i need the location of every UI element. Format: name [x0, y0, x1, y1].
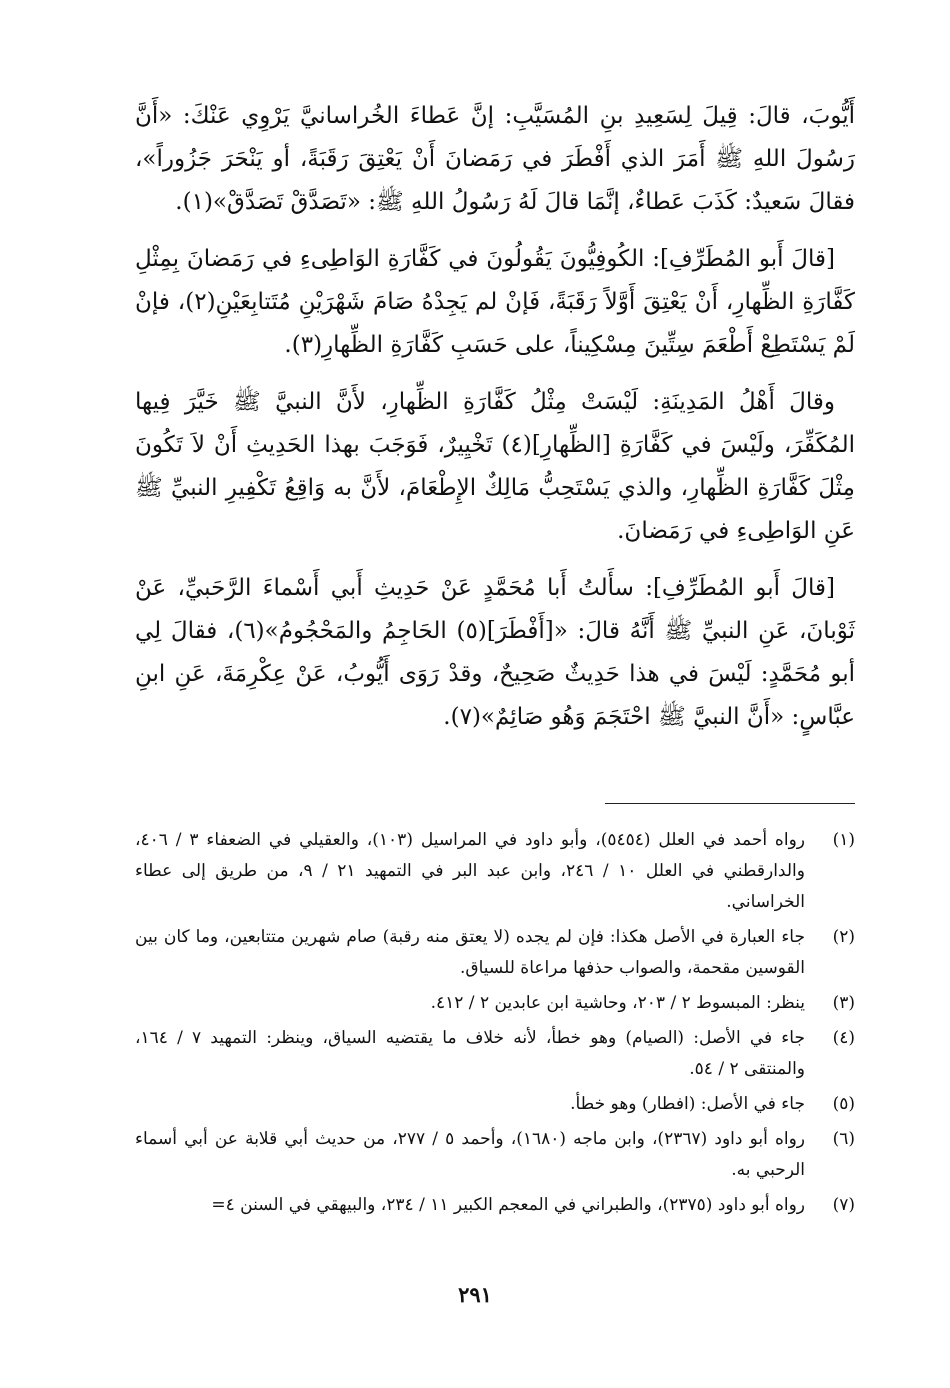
- main-text: [135, 95, 855, 753]
- footnote-text: رواه أبو داود (٢٣٦٧)، وابن ماجه (١٦٨٠)، وأحمد ٥ / ٢٧٧، من حديث أبي قلابة عن أبي أسماء الرحبي به.: [135, 1129, 805, 1180]
- footnote-text: رواه أحمد في العلل (٥٤٥٤)، وأبو داود في المراسيل (١٠٣)، والعقيلي في الضعفاء ٣ / ٤٠٦، والدارقطني في العلل ١٠ / ٢٤٦، وابن عبد البر في التمهيد ٢١ / ٩، من طريق إلى عطاء الخراساني.: [135, 830, 805, 912]
- footnote-text: جاء العبارة في الأصل هكذا: فإن لم يجده (لا يعتق منه رقبة) صام شهرين متتابعين، وما كان بين القوسين مقحمة، والصواب حذفها مراعاة للسياق.: [135, 927, 805, 978]
- footnote-3: [135, 988, 855, 1019]
- footnote-5: [135, 1089, 855, 1120]
- page-number: ٢٩١: [458, 1282, 492, 1307]
- footnote-number: (٧): [832, 1195, 855, 1215]
- footnote-4: [135, 1023, 855, 1085]
- footnote-text: جاء في الأصل: (الصيام) وهو خطأ، لأنه خلاف ما يقتضيه السياق، وينظر: التمهيد ٧ / ١٦٤، والمنتقى ٢ / ٥٤.: [135, 1028, 805, 1079]
- footnote-1: [135, 825, 855, 918]
- footnote-7: [135, 1190, 855, 1221]
- footnote-number: (١): [832, 830, 855, 850]
- paragraph-4: [قالَ أَبو المُطَرِّفِ]: سأَلتُ أَبا مُحَمَّدٍ عَنْ حَدِيثِ أَبي أَسْماءَ الرَّحَبيِّ، عَنْ ثَوْبانَ، عَنِ النبيِّ ﷺ أَنَّهُ قالَ: «[أَفْطَرَ](٥) الحَاجِمُ والمَحْجُومُ»(٦)، فقالَ لِي أبو مُحَمَّدٍ: لَيْسَ في هذا حَدِيثٌ صَحِيحٌ، وقدْ رَوَى أَيُّوبُ، عَنْ عِكْرِمَةَ، عَنِ ابنِ عبَّاسٍ: «أَنَّ النبيَّ ﷺ احْتَجَمَ وَهُو صَائِمٌ»(٧).: [135, 575, 855, 730]
- footnote-number: (٢): [832, 927, 855, 947]
- footnotes: [135, 825, 855, 1225]
- paragraph-1: أَيُّوبَ، قالَ: قِيلَ لِسَعِيدِ بنِ المُسَيَّبِ: إنَّ عَطاءَ الخُراسانيَّ يَرْوِي عَنْكَ: «أَنَّ رَسُولَ اللهِ ﷺ أَمَرَ الذي أَفْطَرَ في رَمَضانَ أَنْ يَعْتِقَ رَقَبَةً، أو يَنْحَرَ جَزُوراً»، فقالَ سَعيدٌ: كَذَبَ عَطاءٌ، إنَّمَا قالَ لَهُ رَسُولُ اللهِ ﷺ: «تَصَدَّقْ تَصَدَّقْ»(١).: [135, 103, 855, 215]
- footnote-number: (٤): [832, 1028, 855, 1048]
- footnote-text: جاء في الأصل: (افطار) وهو خطأ.: [570, 1094, 805, 1114]
- footnote-number: (٦): [832, 1129, 855, 1149]
- footnote-6: [135, 1124, 855, 1186]
- paragraph-2: [قالَ أَبو المُطَرِّفِ]: الكُوفِيُّونَ يَقُولُونَ في كَفَّارَةِ الوَاطِىءِ في رَمَضانَ بِمِثْلِ كَفَّارَةِ الظِّهارِ، أَنْ يَعْتِقَ أَوَّلاً رَقَبَةً، فَإنْ لم يَجِدْهُ صَامَ شَهْرَيْنِ مُتَتابِعَيْنِ(٢)، فإنْ لَمْ يَسْتَطِعْ أَطْعَمَ سِتِّينَ مِسْكِيناً، على حَسَبِ كَفَّارَةِ الظِّهارِ(٣).: [135, 246, 855, 358]
- footnote-text: رواه أبو داود (٢٣٧٥)، والطبراني في المعجم الكبير ١١ / ٢٣٤، والبيهقي في السنن ٤=: [211, 1195, 805, 1215]
- footnote-2: [135, 922, 855, 984]
- footnote-number: (٣): [832, 993, 855, 1013]
- paragraph-3: وقالَ أَهْلُ المَدِينَةِ: لَيْسَتْ مِثْلُ كَفَّارَةِ الظِّهارِ، لأَنَّ النبيَّ ﷺ خَيَّرَ فِيها المُكَفِّرَ، ولَيْسَ في كَفَّارَةِ [الظِّهارِ](٤) تَخْيِيرٌ، فَوَجَبَ بهذا الحَدِيثِ أَنْ لاَ تَكُونَ مِثْلَ كَفَّارَةِ الظِّهارِ، والذي يَسْتَحِبُّ مَالِكٌ الإِطْعَامَ، لأَنَّ به وَاقِعُ تَكْفِيرِ النبيِّ ﷺ عَنِ الوَاطِىءِ في رَمَضانَ.: [135, 389, 855, 544]
- footnote-separator: [605, 803, 855, 804]
- footnote-text: ينظر: المبسوط ٢ / ٢٠٣، وحاشية ابن عابدين ٢ / ٤١٢.: [430, 993, 805, 1013]
- footnote-number: (٥): [832, 1094, 855, 1114]
